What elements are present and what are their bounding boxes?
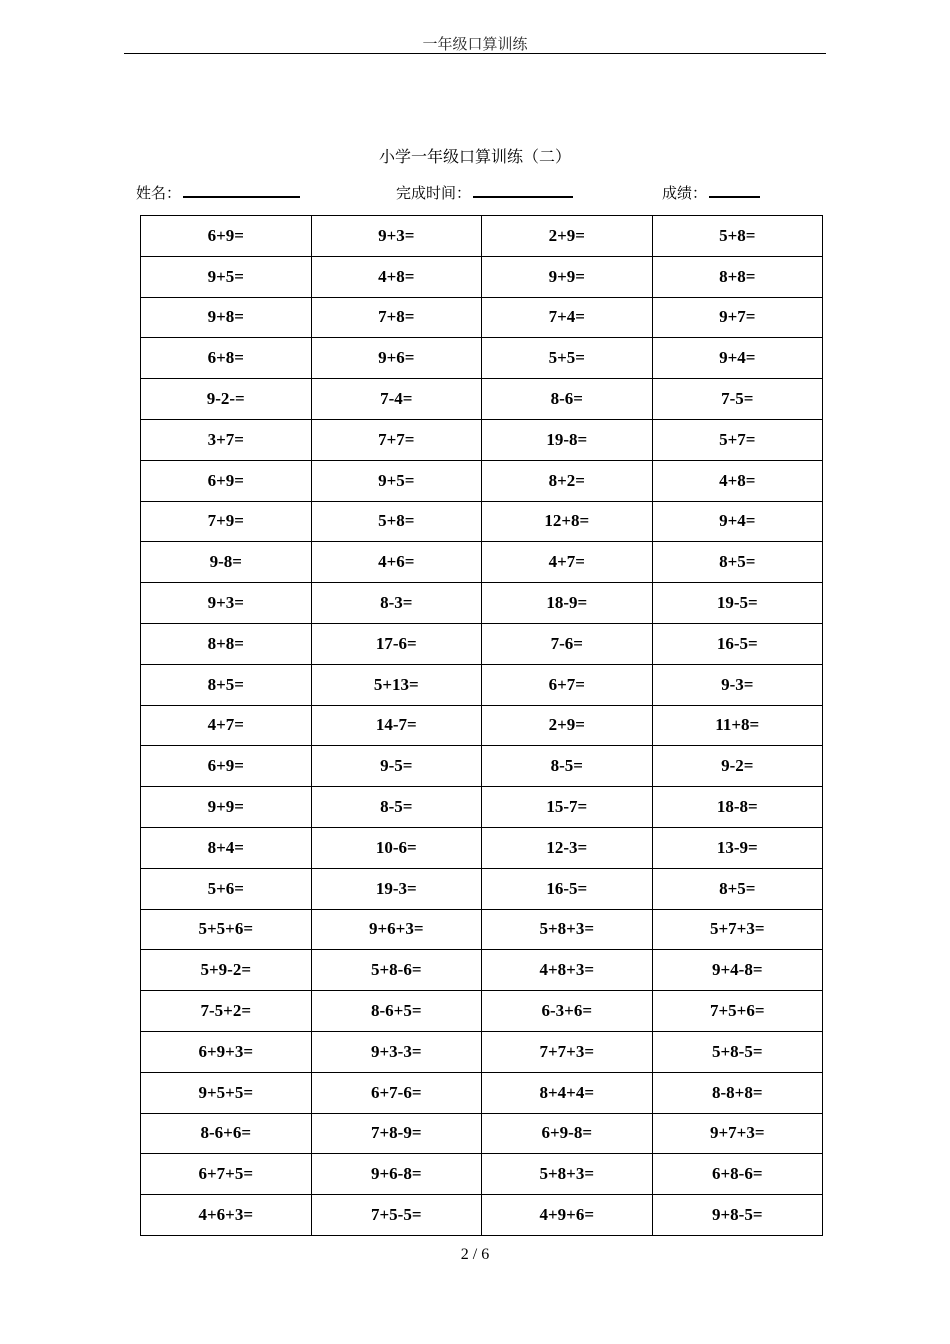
problem-cell: 8+5= <box>652 868 823 909</box>
problem-cell: 9-2= <box>652 746 823 787</box>
score-label: 成绩： <box>662 184 708 202</box>
problem-cell: 8+4= <box>141 827 312 868</box>
problem-cell: 19-3= <box>311 868 482 909</box>
problem-cell: 4+8+3= <box>482 950 653 991</box>
problem-cell: 9+4= <box>652 338 823 379</box>
completion-time-field <box>396 182 573 203</box>
table-row <box>141 909 823 950</box>
problem-cell: 9-3= <box>652 664 823 705</box>
table-row <box>141 623 823 664</box>
problem-cell: 11+8= <box>652 705 823 746</box>
problem-cell: 5+8= <box>311 501 482 542</box>
problem-cell: 5+5= <box>482 338 653 379</box>
table-row <box>141 338 823 379</box>
problem-cell: 9+5+5= <box>141 1072 312 1113</box>
problem-cell: 8+8= <box>652 256 823 297</box>
student-info-row <box>0 182 950 204</box>
problem-cell: 6+7-6= <box>311 1072 482 1113</box>
arithmetic-problem-table <box>140 215 823 1236</box>
problem-cell: 18-8= <box>652 787 823 828</box>
problem-cell: 7+9= <box>141 501 312 542</box>
table-row <box>141 787 823 828</box>
problem-cell: 9+8-5= <box>652 1195 823 1236</box>
problem-cell: 7+7+3= <box>482 1031 653 1072</box>
problem-cell: 7+5+6= <box>652 991 823 1032</box>
problem-cell: 6+9-8= <box>482 1113 653 1154</box>
problem-cell: 7+8-9= <box>311 1113 482 1154</box>
problem-cell: 4+9+6= <box>482 1195 653 1236</box>
problem-cell: 9+4-8= <box>652 950 823 991</box>
problem-cell: 8-5= <box>482 746 653 787</box>
problem-cell: 12-3= <box>482 827 653 868</box>
problem-cell: 8-8+8= <box>652 1072 823 1113</box>
problem-cell: 7+7= <box>311 419 482 460</box>
table-row <box>141 664 823 705</box>
problem-cell: 6-3+6= <box>482 991 653 1032</box>
problem-cell: 8+4+4= <box>482 1072 653 1113</box>
problem-cell: 5+8+3= <box>482 1154 653 1195</box>
problem-cell: 8+5= <box>141 664 312 705</box>
problem-cell: 19-8= <box>482 419 653 460</box>
table-row <box>141 950 823 991</box>
problem-cell: 4+8= <box>652 460 823 501</box>
problem-cell: 9+9= <box>482 256 653 297</box>
problem-cell: 9+7= <box>652 297 823 338</box>
problem-cell: 6+9= <box>141 746 312 787</box>
table-row <box>141 216 823 257</box>
problem-cell: 7-5+2= <box>141 991 312 1032</box>
problem-cell: 4+8= <box>311 256 482 297</box>
table-row <box>141 542 823 583</box>
problem-cell: 15-7= <box>482 787 653 828</box>
page-title: 小学一年级口算训练（二） <box>378 147 571 166</box>
problem-cell: 9+3= <box>141 583 312 624</box>
problem-cell: 9+3-3= <box>311 1031 482 1072</box>
problem-cell: 5+9-2= <box>141 950 312 991</box>
completion-time-blank-line[interactable] <box>473 182 573 198</box>
table-row <box>141 1113 823 1154</box>
name-field <box>136 182 300 203</box>
problem-cell: 5+5+6= <box>141 909 312 950</box>
problem-cell: 2+9= <box>482 705 653 746</box>
problem-cell: 19-5= <box>652 583 823 624</box>
problem-cell: 9+5= <box>141 256 312 297</box>
problem-cell: 8-5= <box>311 787 482 828</box>
problem-cell: 9+6= <box>311 338 482 379</box>
page-number: 2 / 6 <box>460 1246 490 1263</box>
table-row <box>141 1154 823 1195</box>
problem-cell: 9+5= <box>311 460 482 501</box>
problem-cell: 2+9= <box>482 216 653 257</box>
problem-cell: 3+7= <box>141 419 312 460</box>
problem-cell: 6+7+5= <box>141 1154 312 1195</box>
name-label: 姓名： <box>136 184 182 202</box>
problem-cell: 9-8= <box>141 542 312 583</box>
table-row <box>141 1195 823 1236</box>
problem-cell: 9+4= <box>652 501 823 542</box>
problem-cell: 5+8-5= <box>652 1031 823 1072</box>
problem-cell: 9+9= <box>141 787 312 828</box>
table-row <box>141 297 823 338</box>
table-row <box>141 1031 823 1072</box>
problem-cell: 18-9= <box>482 583 653 624</box>
problem-cell: 8-6+5= <box>311 991 482 1032</box>
completion-time-label: 完成时间： <box>396 184 472 202</box>
problem-cell: 4+7= <box>482 542 653 583</box>
problem-cell: 6+9= <box>141 460 312 501</box>
problem-cell: 9+6+3= <box>311 909 482 950</box>
problem-cell: 4+7= <box>141 705 312 746</box>
problem-cell: 7-6= <box>482 623 653 664</box>
table-row <box>141 460 823 501</box>
problem-cell: 7+5-5= <box>311 1195 482 1236</box>
problem-cell: 7-4= <box>311 379 482 420</box>
score-field <box>662 182 760 203</box>
problem-cell: 10-6= <box>311 827 482 868</box>
problem-cell: 5+7= <box>652 419 823 460</box>
problem-cell: 9-5= <box>311 746 482 787</box>
problem-cell: 5+13= <box>311 664 482 705</box>
table-row <box>141 419 823 460</box>
problem-cell: 9+7+3= <box>652 1113 823 1154</box>
problem-cell: 6+9= <box>141 216 312 257</box>
problem-cell: 4+6+3= <box>141 1195 312 1236</box>
problem-cell: 12+8= <box>482 501 653 542</box>
table-row <box>141 746 823 787</box>
table-row <box>141 868 823 909</box>
problem-cell: 9+6-8= <box>311 1154 482 1195</box>
problem-cell: 4+6= <box>311 542 482 583</box>
problem-cell: 7-5= <box>652 379 823 420</box>
problem-cell: 5+6= <box>141 868 312 909</box>
problem-cell: 7+8= <box>311 297 482 338</box>
header-divider <box>124 53 826 54</box>
table-row <box>141 1072 823 1113</box>
problem-cell: 6+8-6= <box>652 1154 823 1195</box>
table-row <box>141 256 823 297</box>
problem-cell: 13-9= <box>652 827 823 868</box>
problem-cell: 17-6= <box>311 623 482 664</box>
problem-cell: 9+8= <box>141 297 312 338</box>
problem-cell: 5+8= <box>652 216 823 257</box>
problem-cell: 5+7+3= <box>652 909 823 950</box>
table-row <box>141 501 823 542</box>
problem-cell: 9+3= <box>311 216 482 257</box>
problem-cell: 6+8= <box>141 338 312 379</box>
problem-cell: 6+9+3= <box>141 1031 312 1072</box>
problem-cell: 8+5= <box>652 542 823 583</box>
problem-cell: 8+2= <box>482 460 653 501</box>
problem-cell: 7+4= <box>482 297 653 338</box>
problem-cell: 8-6+6= <box>141 1113 312 1154</box>
problem-cell: 16-5= <box>652 623 823 664</box>
running-header-title: 一年级口算训练 <box>422 35 528 53</box>
problem-cell: 5+8-6= <box>311 950 482 991</box>
table-row <box>141 827 823 868</box>
problem-cell: 8+8= <box>141 623 312 664</box>
table-row <box>141 705 823 746</box>
problem-cell: 9-2-= <box>141 379 312 420</box>
table-row <box>141 379 823 420</box>
problem-cell: 8-6= <box>482 379 653 420</box>
score-blank-line[interactable] <box>709 182 760 198</box>
table-row <box>141 583 823 624</box>
name-blank-line[interactable] <box>183 182 300 198</box>
problem-cell: 6+7= <box>482 664 653 705</box>
problem-cell: 8-3= <box>311 583 482 624</box>
table-row <box>141 991 823 1032</box>
problem-cell: 14-7= <box>311 705 482 746</box>
problem-cell: 5+8+3= <box>482 909 653 950</box>
problem-cell: 16-5= <box>482 868 653 909</box>
